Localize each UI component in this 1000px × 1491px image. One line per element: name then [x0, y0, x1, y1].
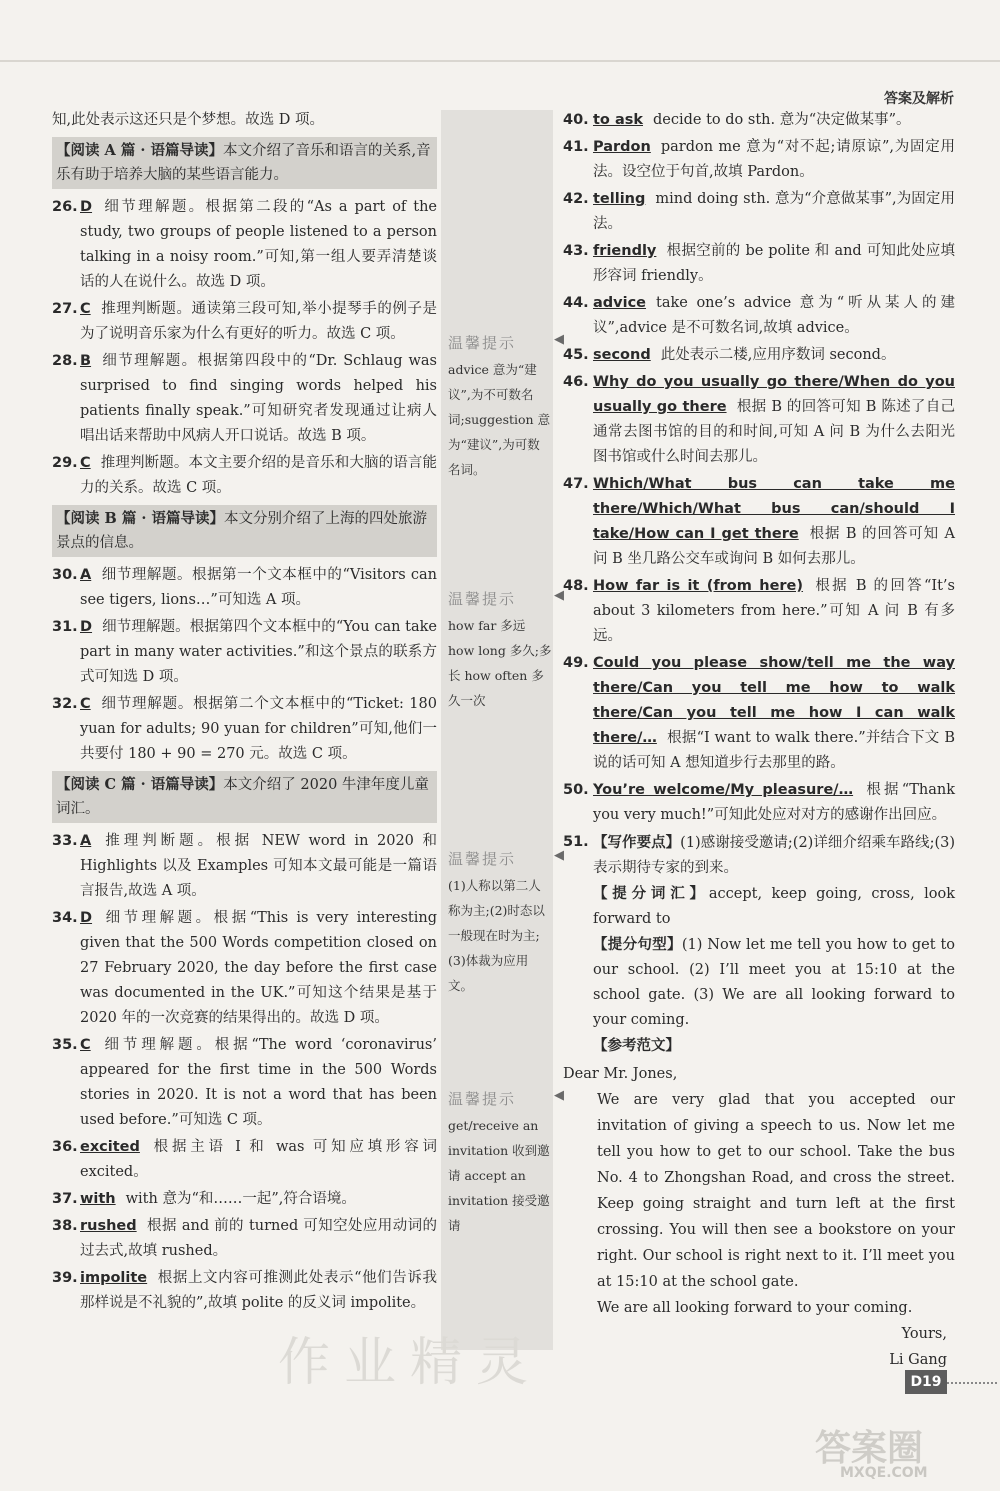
letter-closing: Yours, [901, 1326, 947, 1342]
guide-b-text: 本文分别介绍了上海的四处旅游景点的信息。 [56, 511, 427, 551]
tip-title: 温馨提示 [448, 590, 517, 608]
points-text: (1)感谢接受邀请;(2)详细介绍乘车路线;(3)表示期待专家的到来。 [593, 835, 956, 876]
right-column [563, 108, 955, 1373]
question-number: 26. [52, 199, 78, 215]
answer: advice [593, 295, 647, 311]
question-36 [52, 1135, 437, 1185]
explanation: 根据“I want to walk there.”并结合下文 B 说的话可知 A 想知道步行去那里的路。 [593, 730, 955, 771]
question-number: 48. [563, 578, 589, 594]
question-39 [52, 1266, 437, 1316]
question-33 [52, 829, 437, 904]
answer: B [80, 353, 92, 369]
question-number: 36. [52, 1139, 78, 1155]
answer: Which/What bus can take me there/Which/What bus can/should I take/How can I get there [593, 476, 955, 542]
intro-line: 知,此处表示这还只是个梦想。故选 D 项。 [52, 112, 324, 128]
page-header-title: 答案及解析 [884, 91, 954, 107]
tip-title: 温馨提示 [448, 1090, 517, 1108]
answer: C [80, 1037, 91, 1053]
answer: Could you please show/tell me the way there/Can you tell me how to walk there/Can you tell me how I can walk there/… [593, 655, 955, 746]
guide-c [52, 771, 437, 823]
question-41 [563, 135, 955, 185]
question-number: 34. [52, 910, 78, 926]
question-number: 44. [563, 295, 589, 311]
points-tag: 【写作要点】 [593, 834, 681, 851]
question-number: 37. [52, 1191, 78, 1207]
question-32 [52, 692, 437, 767]
vocab-text: accept, keep going, cross, look forward to [593, 886, 956, 927]
question-35 [52, 1033, 437, 1133]
explanation: 细节理解题。根据第二段的“As a part of the study, two groups of people listened to a person talking in a noisy room.”可知,第一组人要弄清楚谈话的人在说什么。故选 D 项。 [80, 199, 437, 290]
sample-letter [563, 1061, 955, 1373]
question-47 [563, 472, 955, 572]
explanation: 细节理解题。根据“This is very interesting given that the 500 Words competition closed on 27 February 2020, the day before the first case was documented in the UK.”可知这个结果是基于 2020 年的一次竞赛的结果得出的。故选 D 项。 [80, 910, 437, 1026]
explanation: 根据 B 的回答“It’s about 3 kilometers from here.”可知 A 问 B 有多远。 [593, 578, 955, 644]
tip-text: how far 多远 how long 多久;多长 how often 多久一次 [448, 618, 552, 708]
question-number: 45. [563, 347, 589, 363]
answer: second [593, 347, 651, 363]
question-number: 27. [52, 301, 78, 317]
answer: Pardon [593, 139, 651, 155]
explanation: 根据主语 I 和 was 可知应填形容词 excited。 [80, 1139, 437, 1180]
arrow-left-icon: ◀ [554, 848, 566, 863]
question-number: 35. [52, 1037, 78, 1053]
answer: How far is it (from here) [593, 578, 804, 594]
explanation: take one’s advice 意为“听从某人的建议”,advice 是不可数名词,故填 advice。 [593, 295, 955, 336]
answer: A [80, 567, 92, 583]
watermark-url: MXQE.COM [840, 1465, 928, 1481]
explanation: 细节理解题。根据第一个文本框中的“Visitors can see tigers, lions…”可知选 A 项。 [80, 567, 437, 608]
tip-how [448, 588, 566, 713]
question-number: 30. [52, 567, 78, 583]
explanation: pardon me 意为“对不起;请原谅”,为固定用法。设空位于句首,故填 Pardon。 [593, 139, 955, 180]
question-number: 42. [563, 191, 589, 207]
left-column [52, 108, 437, 1318]
page-number-badge: D19 [905, 1370, 947, 1394]
arrow-left-icon: ◀ [554, 1088, 566, 1103]
question-30 [52, 563, 437, 613]
tip-text: advice 意为“建议”,为不可数名词;suggestion 意为“建议”,为可数名词。 [448, 362, 551, 477]
answer: D [80, 619, 93, 635]
question-37 [52, 1187, 437, 1212]
question-number: 29. [52, 455, 78, 471]
explanation: 根据“Thank you very much!”可知此处应对对方的感谢作出回应。 [593, 782, 955, 823]
answer: D [80, 910, 93, 926]
question-48 [563, 574, 955, 649]
question-number: 38. [52, 1218, 78, 1234]
question-number: 31. [52, 619, 78, 635]
top-divider [0, 60, 1000, 62]
question-40 [563, 108, 955, 133]
letter-paragraph-2: We are all looking forward to your coming. [597, 1300, 913, 1316]
explanation: 推理判断题。通读第三段可知,举小提琴手的例子是为了说明音乐家为什么有更好的听力。故选 C 项。 [80, 301, 437, 342]
answer: rushed [80, 1218, 137, 1234]
answer: C [80, 301, 91, 317]
question-34 [52, 906, 437, 1031]
question-29 [52, 451, 437, 501]
question-number: 40. [563, 112, 589, 128]
answer: A [80, 833, 92, 849]
guide-a-text: 本文介绍了音乐和语言的关系,音乐有助于培养大脑的某些语言能力。 [56, 143, 431, 183]
arrow-left-icon: ◀ [554, 588, 566, 603]
explanation: 细节理解题。根据第二个文本框中的“Ticket: 180 yuan for adults; 90 yuan for children”可知,他们一共要付 180 + 90 = 270 元。故选 C 项。 [80, 696, 437, 762]
explanation: 根据 B 的回答可知 B 陈述了自己通常去图书馆的目的和时间,可知 A 问 B 为什么去阳光图书馆或什么时间去那儿。 [593, 399, 956, 465]
explanation: 推理判断题。本文主要介绍的是音乐和大脑的语言能力的关系。故选 C 项。 [80, 455, 437, 496]
question-number: 49. [563, 655, 589, 671]
explanation: 细节理解题。根据“The word ‘coronavirus’ appeared for the first time in the 500 Words stories in 2020. It is not a word that has been used before.”可知选 C 项。 [80, 1037, 437, 1128]
question-number: 51. [563, 834, 589, 850]
question-31 [52, 615, 437, 690]
question-38 [52, 1214, 437, 1264]
tip-title: 温馨提示 [448, 334, 517, 352]
tip-invitation [448, 1088, 566, 1238]
sentence-text: (1) Now let me tell you how to get to our school. (2) I’ll meet you at 15:10 at the school gate. (3) We are all looking forward to your coming. [593, 937, 956, 1028]
question-28 [52, 349, 437, 449]
question-number: 50. [563, 782, 589, 798]
tip-advice [448, 332, 566, 482]
explanation: 根据上文内容可推测此处表示“他们告诉我那样说是不礼貌的”,故填 polite 的反义词 impolite。 [80, 1270, 437, 1311]
question-number: 33. [52, 833, 78, 849]
guide-c-tag: 【阅读 C 篇 · 语篇导读】 [56, 776, 224, 793]
question-51 [563, 830, 955, 1059]
answer: D [80, 199, 93, 215]
sample-tag: 【参考范文】 [593, 1037, 680, 1054]
answer: with [80, 1191, 116, 1207]
question-43 [563, 239, 955, 289]
question-26 [52, 195, 437, 295]
question-number: 28. [52, 353, 78, 369]
answer: impolite [80, 1270, 148, 1286]
tips-column [441, 110, 566, 1350]
question-number: 46. [563, 374, 589, 390]
answer: You’re welcome/My pleasure/… [593, 782, 854, 798]
letter-signature: Li Gang [889, 1352, 947, 1368]
question-number: 43. [563, 243, 589, 259]
tip-writing [448, 848, 566, 998]
guide-b-tag: 【阅读 B 篇 · 语篇导读】 [56, 510, 224, 527]
question-number: 41. [563, 139, 589, 155]
answer: telling [593, 191, 646, 207]
watermark-zuoye: 作业精灵 [278, 1333, 543, 1393]
explanation: 推理判断题。根据 NEW word in 2020 和 Highlights 以及 Examples 可知本文最可能是一篇语言报告,故选 A 项。 [80, 833, 437, 899]
answer: friendly [593, 243, 657, 259]
answer: excited [80, 1139, 140, 1155]
guide-c-text: 本文介绍了 2020 牛津年度儿童词汇。 [56, 777, 429, 817]
question-44 [563, 291, 955, 341]
explanation: 根据 and 前的 turned 可知空处应用动词的过去式,故填 rushed。 [80, 1218, 437, 1259]
explanation: 细节理解题。根据第四段中的“Dr. Schlaug was surprised to find singing words helped his patients finally speak.”可知研究者发现通过让病人唱出话来帮助中风病人开口说话。故选 B 项。 [80, 353, 437, 444]
explanation: with 意为“和……一起”,符合语境。 [125, 1191, 356, 1207]
explanation: 根据 B 的回答可知 A 问 B 坐几路公交车或询问 B 如何去那儿。 [593, 526, 955, 567]
tip-text: (1)人称以第二人称为主;(2)时态以一般现在时为主;(3)体裁为应用文。 [448, 878, 545, 993]
tip-text: get/receive an invitation 收到邀请 accept an invitation 接受邀请 [448, 1118, 550, 1233]
page-dots-decoration [947, 1382, 997, 1384]
explanation: 此处表示二楼,应用序数词 second。 [660, 347, 896, 363]
sentence-tag: 【提分句型】 [593, 936, 682, 953]
answer: to ask [593, 112, 643, 128]
question-number: 47. [563, 476, 589, 492]
question-46 [563, 370, 955, 470]
explanation: mind doing sth. 意为“介意做某事”,为固定用法。 [593, 191, 955, 232]
answer: Why do you usually go there/When do you usually go there [593, 374, 955, 415]
explanation: decide to do sth. 意为“决定做某事”。 [653, 112, 911, 128]
question-27 [52, 297, 437, 347]
question-42 [563, 187, 955, 237]
letter-paragraph-1: We are very glad that you accepted our invitation of giving a speech to us. Now let me tell you how to get to our school. Take the bus No. 4 to Zhongshan Road, and cross the street. Keep going straight and turn left at the first crossing. You will then see a bookstore on your right. Our school is right next to it. I’ll meet you at 15:10 at the school gate. [597, 1092, 955, 1290]
question-number: 39. [52, 1270, 78, 1286]
tip-title: 温馨提示 [448, 850, 517, 868]
question-45 [563, 343, 955, 368]
arrow-left-icon: ◀ [554, 332, 566, 347]
watermark-logo: 答案圈 [815, 1428, 924, 1469]
explanation: 细节理解题。根据第四个文本框中的“You can take part in many water activities.”和这个景点的联系方式可知选 D 项。 [80, 619, 437, 685]
guide-a-tag: 【阅读 A 篇 · 语篇导读】 [56, 142, 223, 159]
question-number: 32. [52, 696, 78, 712]
question-50 [563, 778, 955, 828]
answer: C [80, 696, 91, 712]
letter-greeting: Dear Mr. Jones, [563, 1066, 678, 1082]
guide-b [52, 505, 437, 557]
guide-a [52, 137, 437, 189]
explanation: 根据空前的 be polite 和 and 可知此处应填形容词 friendly。 [593, 243, 955, 284]
vocab-tag: 【提分词汇】 [593, 885, 709, 902]
answer: C [80, 455, 91, 471]
question-49 [563, 651, 955, 776]
